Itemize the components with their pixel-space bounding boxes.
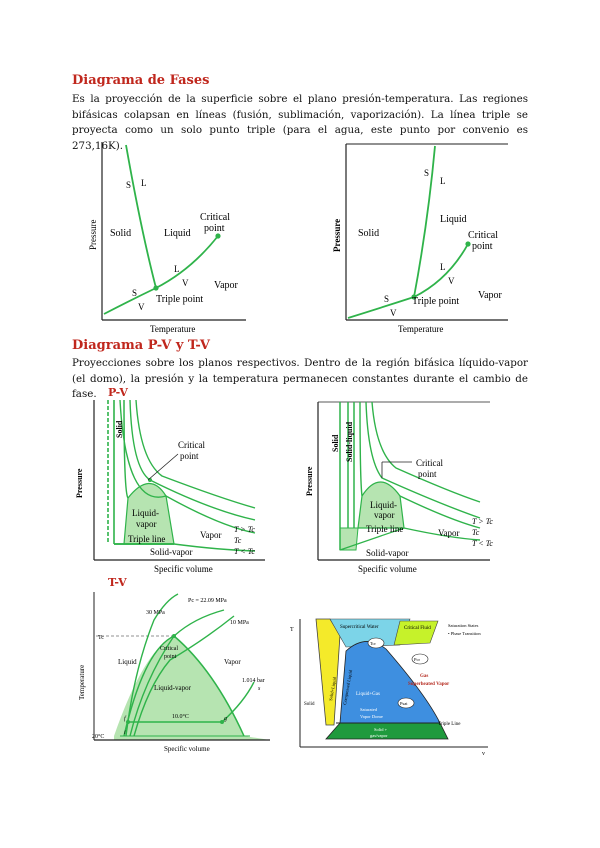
- tv-right-ylabel: T: [290, 627, 294, 633]
- tv-left-pc: Pc = 22.09 MPa: [188, 598, 227, 604]
- pt-left-critical: Critical: [200, 212, 230, 223]
- tv-left-s: s: [258, 686, 261, 692]
- pv-right-solid: Solid: [331, 434, 340, 452]
- pv-right-critical: Critical: [416, 458, 443, 468]
- pt-right-v-low: V: [390, 308, 397, 318]
- pt-left-s-top: S: [126, 180, 132, 190]
- pv-right-triple: Triple line: [366, 524, 404, 534]
- pt-right-solid: Solid: [358, 228, 380, 239]
- pt-left-triple: Triple point: [156, 294, 204, 305]
- pt-left-xlabel: Temperature: [150, 324, 196, 334]
- pt-right-point: point: [472, 241, 493, 252]
- tv-right-vapor-dome: Vapor Dome: [360, 714, 383, 719]
- tv-left-point: point: [164, 654, 177, 660]
- section-title-phase-diagram: Diagrama de Fases: [72, 73, 210, 88]
- pv-right-solid-vapor: Solid-vapor: [366, 548, 409, 558]
- pv-left-triple: Triple line: [128, 534, 166, 544]
- pt-left-vapor: Vapor: [214, 280, 238, 291]
- pt-right-s-low: S: [384, 294, 390, 304]
- tv-left-critical: Critical: [160, 646, 178, 652]
- pt-right-v-mid: V: [448, 276, 455, 286]
- tv-right-gas-vapor: gas/vapor: [370, 733, 388, 738]
- pt-right-s-top: S: [424, 168, 430, 178]
- pv-left-solid-vapor: Solid-vapor: [150, 547, 193, 557]
- tv-left-temp: 10.0°C: [172, 714, 189, 720]
- pv-diagram-left: [70, 398, 270, 576]
- tv-left-liquid-vapor: Liquid-vapor: [154, 684, 191, 692]
- pv-subtitle: P-V: [108, 386, 128, 399]
- tv-subtitle: T-V: [108, 576, 127, 589]
- pt-right-xlabel: Temperature: [398, 324, 444, 334]
- tv-right-solid: Solid: [304, 702, 315, 707]
- tv-right-solid-liquid: Solid+Liquid: [328, 676, 338, 702]
- pt-right-triple: Triple point: [412, 296, 460, 307]
- pv-left-t-gt: T > Tc: [234, 525, 255, 534]
- pv-right-ylabel: Pressure: [305, 466, 314, 496]
- tv-right-pcr: Pcr: [414, 657, 420, 662]
- tv-right-solid-plus: Solid +: [374, 727, 388, 732]
- pt-right-ylabel: Pressure: [332, 218, 342, 252]
- tv-right-triple: Triple Line: [438, 722, 461, 727]
- pv-right-xlabel: Specific volume: [358, 564, 417, 574]
- pt-diagram-right: [330, 142, 510, 337]
- tv-left-p30: 30 MPa: [146, 610, 165, 616]
- pt-left-solid: Solid: [110, 228, 132, 239]
- tv-left-ylabel: Temperature: [78, 664, 86, 700]
- pt-left-l-mid: L: [174, 264, 180, 274]
- pt-left-s-low: S: [132, 288, 138, 298]
- pv-right-vapor-word: vapor: [374, 510, 395, 520]
- pv-right-tc: Tc: [472, 528, 480, 537]
- tv-right-superheated-vapor: Superheated Vapor: [408, 682, 450, 687]
- tv-left-i: i: [124, 730, 126, 736]
- pv-left-xlabel: Specific volume: [154, 564, 213, 574]
- tv-right-critical-fluid: Critical Fluid: [404, 626, 431, 631]
- tv-right-sat-vapor: Saturated: [360, 707, 377, 712]
- tv-right-sat-states: Saturation States: [448, 623, 479, 628]
- pv-left-t-lt: T < Tc: [234, 547, 255, 556]
- tv-right-tcr: Tcr: [370, 641, 376, 646]
- pt-right-l-top: L: [440, 176, 446, 186]
- pt-diagram-left: [86, 140, 251, 335]
- pv-right-point: point: [418, 469, 437, 479]
- tv-right-superheated-water: Supercritical Water: [340, 625, 379, 630]
- pv-diagram-right: [300, 400, 500, 575]
- pv-right-vapor: Vapor: [438, 528, 460, 538]
- tv-right-psat: Psat: [400, 701, 408, 706]
- tv-diagram-left: [74, 590, 274, 752]
- pt-left-l-top: L: [141, 178, 147, 188]
- pv-right-liquid: Liquid-: [370, 500, 397, 510]
- section-paragraph-phase: Es la proyección de la superficie sobre el plano presión-temperatura. Las regiones bifásicas colapsan en líneas (fusión, sublimación, vaporización). La línea triple se proyecta como un solo punto triple (para el agua, este punto por convenio es 273,16K).: [72, 93, 528, 152]
- tv-left-g: g: [224, 716, 227, 722]
- pv-left-tc: Tc: [234, 536, 242, 545]
- pv-left-critical: Critical: [178, 440, 205, 450]
- pt-right-l-mid: L: [440, 262, 446, 272]
- pv-right-t-gt: T > Tc: [472, 517, 493, 526]
- tv-left-liquid: Liquid: [118, 658, 137, 666]
- tv-right-compressed-liquid: Compressed Liquid: [342, 669, 354, 706]
- tv-left-t20: 20°C: [92, 734, 105, 740]
- tv-left-bar: 1.014 bar: [242, 678, 265, 684]
- pv-right-solid-liquid: Solid-liquid: [345, 421, 354, 462]
- tv-left-p10: 10 MPa: [230, 620, 249, 626]
- pt-left-liquid: Liquid: [164, 228, 191, 239]
- pv-left-vapor-word: vapor: [136, 519, 157, 529]
- tv-diagram-right: [290, 615, 490, 755]
- pt-right-liquid: Liquid: [440, 214, 467, 225]
- pt-right-critical: Critical: [468, 230, 498, 241]
- pv-left-liquid: Liquid-: [132, 508, 159, 518]
- pt-right-vapor: Vapor: [478, 290, 502, 301]
- tv-left-xlabel: Specific volume: [164, 745, 210, 753]
- pv-left-ylabel: Pressure: [75, 468, 84, 498]
- tv-right-xlabel: v: [482, 751, 485, 757]
- pv-left-vapor: Vapor: [200, 530, 222, 540]
- pt-left-ylabel: Pressure: [88, 219, 98, 250]
- tv-left-f: f: [124, 716, 126, 722]
- tv-right-phase-trans: • Phase Transition: [448, 631, 481, 636]
- pv-left-solid: Solid: [115, 420, 124, 438]
- pt-left-v-low: V: [138, 302, 145, 312]
- pv-right-t-lt: T < Tc: [472, 539, 493, 548]
- section-title-pv-tv: Diagrama P-V y T-V: [72, 338, 210, 353]
- pt-left-v-mid: V: [182, 278, 189, 288]
- tv-left-tc: Tc: [98, 635, 104, 641]
- pv-left-point: point: [180, 451, 199, 461]
- tv-right-gas: Gas: [420, 674, 429, 679]
- tv-right-liquid-gas: Liquid+Gas: [356, 692, 380, 697]
- pt-left-point: point: [204, 223, 225, 234]
- tv-left-vapor: Vapor: [224, 658, 241, 666]
- section-paragraph-pv-tv: Proyecciones sobre los planos respectivos. Dentro de la región bifásica líquido-vapor (el domo), la presión y la temperatura permanecen constantes durante el cambio de fase.: [72, 357, 528, 401]
